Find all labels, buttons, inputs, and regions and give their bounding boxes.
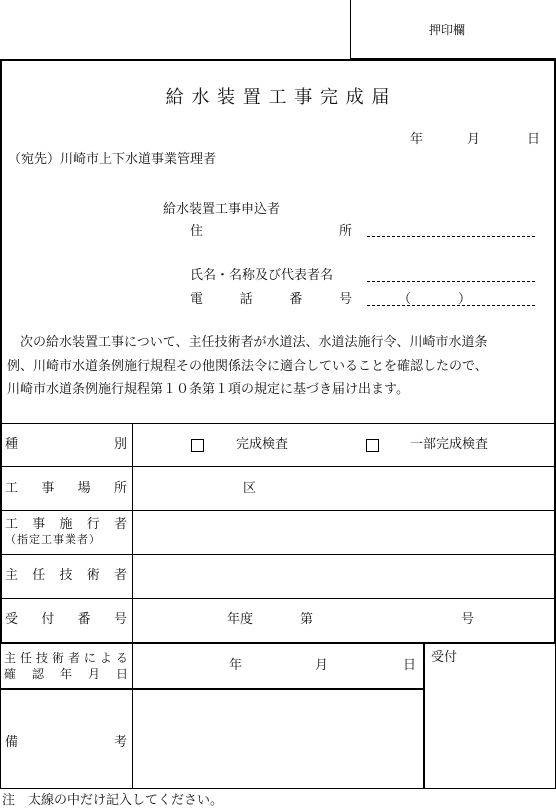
contractor-label: 工 事 施 行 者 bbox=[5, 517, 127, 532]
name-label: 氏名・名称及び代表者名 bbox=[190, 268, 334, 283]
row-divider bbox=[0, 554, 556, 555]
phone-paren-open: （ bbox=[398, 292, 412, 307]
phone-field[interactable] bbox=[367, 305, 535, 306]
confirm-row-bottom bbox=[0, 688, 424, 690]
checkbox-completion-inspection[interactable] bbox=[191, 439, 204, 452]
row-divider bbox=[0, 598, 556, 599]
receipt-go: 号 bbox=[461, 612, 475, 627]
date-year-label: 年 bbox=[410, 132, 424, 147]
row-divider bbox=[0, 510, 556, 511]
left-border-lower bbox=[0, 643, 1, 789]
bottom-border bbox=[0, 788, 556, 789]
confirm-day: 日 bbox=[403, 658, 417, 673]
footnote: 注 太線の中だけ記入してください。 bbox=[2, 793, 224, 808]
site-label: 工 事 場 所 bbox=[5, 481, 127, 496]
type-label: 種 別 bbox=[5, 437, 127, 452]
site-ward: 区 bbox=[243, 481, 257, 496]
receipt-fiscal-year: 年度 bbox=[227, 612, 254, 627]
confirm-month: 月 bbox=[315, 658, 329, 673]
phone-paren-close: ） bbox=[458, 292, 472, 307]
stamp-box-label: 押印欄 bbox=[429, 23, 466, 37]
body-text-line-2: 例、川崎市水道条例施行規程その他関係法令に適合していることを確認したので、 bbox=[7, 359, 488, 374]
checkbox-partial-inspection[interactable] bbox=[366, 439, 379, 452]
receipt-label: 受 付 番 号 bbox=[5, 612, 127, 627]
name-field[interactable] bbox=[367, 281, 535, 282]
row-divider bbox=[0, 466, 556, 467]
address-field[interactable] bbox=[367, 236, 535, 237]
stamp-box bbox=[350, 0, 556, 59]
confirm-year: 年 bbox=[229, 658, 243, 673]
date-day-label: 日 bbox=[527, 132, 541, 147]
form-title: 給 水 装 置 工 事 完 成 届 bbox=[165, 87, 391, 108]
chief-engineer-label: 主 任 技 術 者 bbox=[5, 568, 127, 583]
row-divider bbox=[0, 423, 556, 424]
confirm-label-line-1: 主 任 技 術 者 に よ る bbox=[4, 651, 128, 665]
phone-label: 電 話 番 号 bbox=[190, 292, 352, 307]
addressee: （宛先）川崎市上下水道事業管理者 bbox=[8, 152, 217, 167]
date-month-label: 月 bbox=[467, 132, 481, 147]
body-text-line-1: 次の給水装置工事について、主任技術者が水道法、水道法施行令、川崎市水道条 bbox=[20, 335, 488, 350]
confirm-label-line-2: 確 認 年 月 日 bbox=[4, 667, 128, 681]
body-text-line-3: 川崎市水道条例施行規程第１０条第１項の規定に基づき届け出ます。 bbox=[7, 382, 409, 397]
label-column-divider bbox=[132, 423, 133, 789]
option-partial-inspection: 一部完成検査 bbox=[410, 437, 489, 452]
contractor-sublabel: （指定工事業者） bbox=[5, 533, 101, 546]
receipt-dai: 第 bbox=[300, 612, 314, 627]
frame-bottom-thick bbox=[0, 642, 556, 644]
option-completion-inspection: 完成検査 bbox=[236, 437, 289, 452]
applicant-heading: 給水装置工事申込者 bbox=[163, 202, 281, 217]
uketsuke-divider bbox=[423, 643, 425, 789]
uketsuke-label: 受付 bbox=[431, 650, 458, 665]
remarks-label: 備 考 bbox=[5, 735, 127, 750]
address-label: 住 所 bbox=[190, 224, 352, 239]
